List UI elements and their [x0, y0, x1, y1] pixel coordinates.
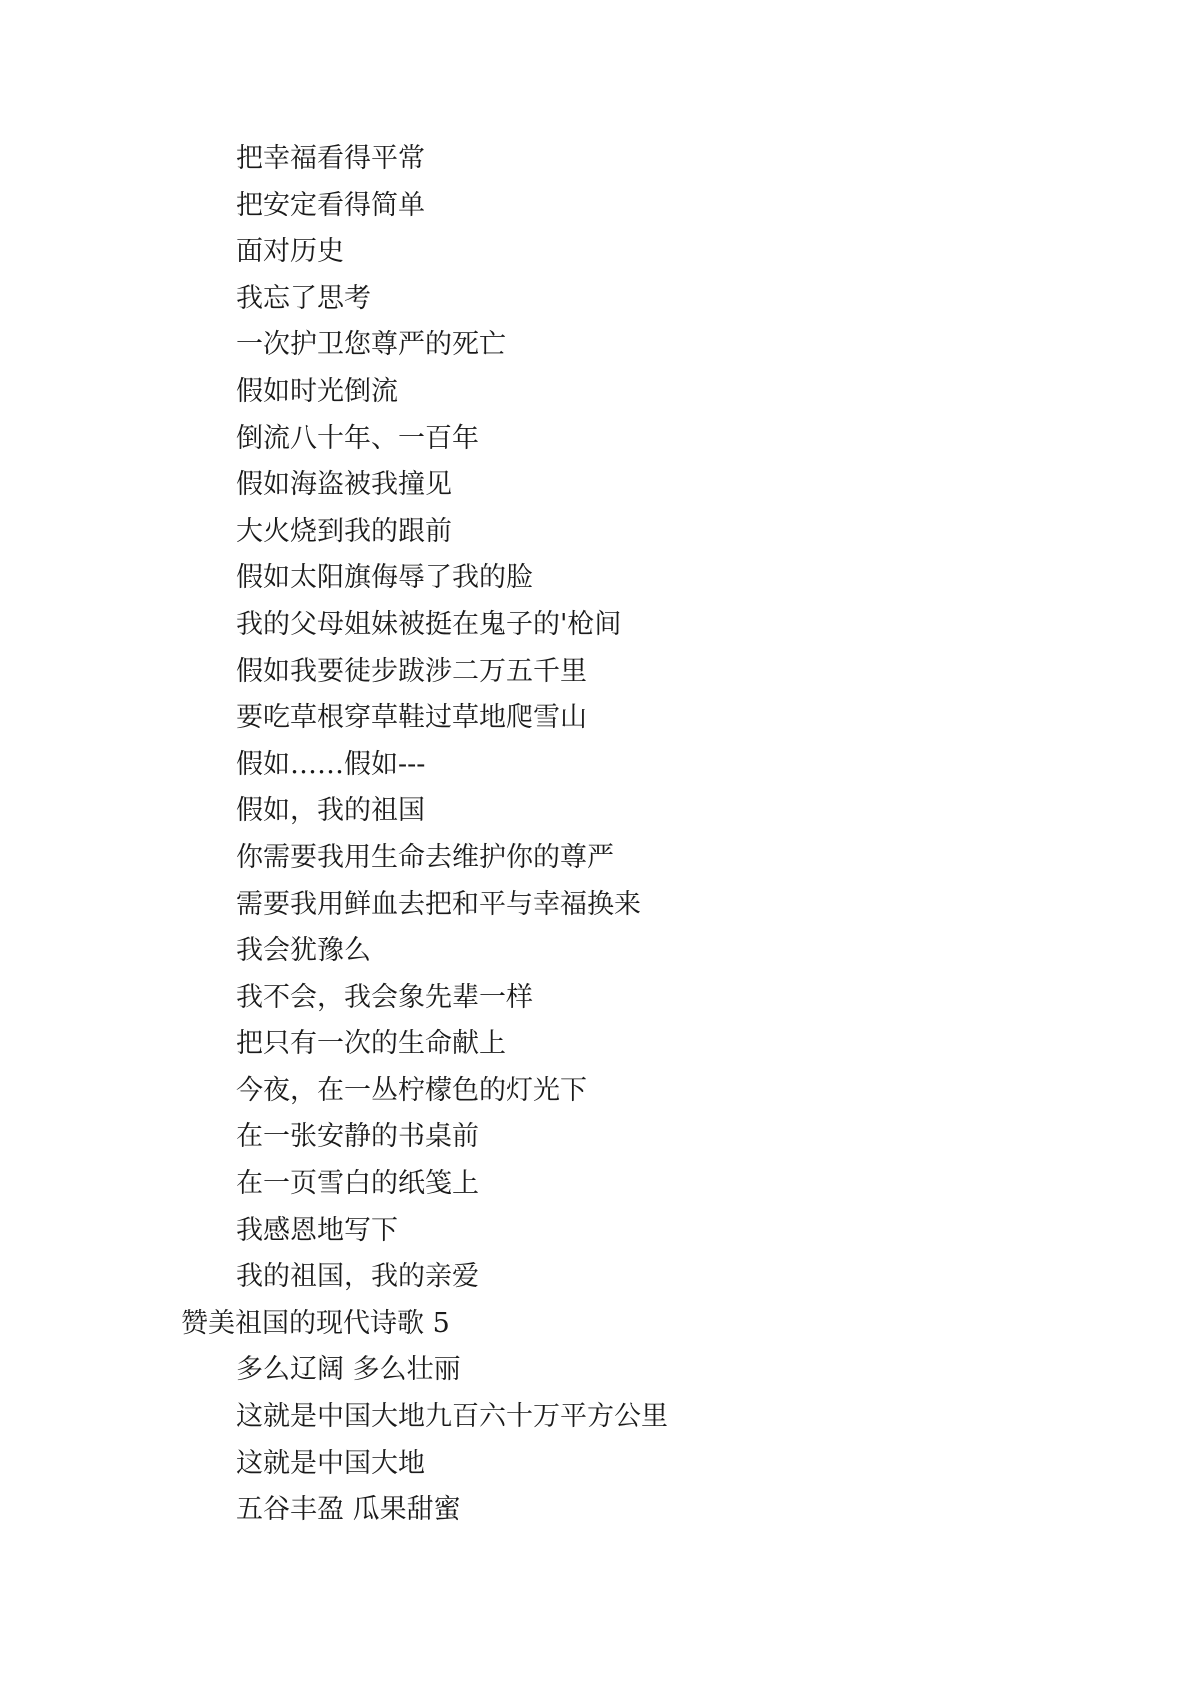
poem-line: 我的祖国，我的亲爱 — [236, 1261, 479, 1293]
poem-line: 我不会，我会象先辈一样 — [236, 981, 533, 1013]
poem-line: 把只有一次的生命献上 — [236, 1028, 506, 1060]
poem-line: 把幸福看得平常 — [236, 143, 425, 174]
poem-line: 在一页雪白的纸笺上 — [236, 1168, 479, 1200]
poem-line: 多么辽阔 多么壮丽 — [236, 1354, 461, 1386]
poem-line: 大火烧到我的跟前 — [236, 515, 452, 547]
poem-line: 在一张安静的书桌前 — [236, 1121, 479, 1153]
poem-line: 倒流八十年、一百年 — [236, 422, 479, 454]
poem-line: 假如时光倒流 — [236, 375, 398, 407]
poem-line: 今夜，在一丛柠檬色的灯光下 — [236, 1074, 587, 1106]
poem-line: 假如海盗被我撞见 — [236, 469, 452, 501]
poem-line: 假如太阳旗侮辱了我的脸 — [236, 562, 533, 594]
poem-line: 这就是中国大地 — [236, 1447, 425, 1479]
poem-line: 我会犹豫么 — [236, 935, 371, 967]
poem-line: 你需要我用生命去维护你的尊严 — [236, 841, 614, 873]
poem-line: 这就是中国大地九百六十万平方公里 — [236, 1401, 668, 1433]
poem-line: 五谷丰盈 瓜果甜蜜 — [236, 1494, 461, 1526]
poem-line: 假如……假如--- — [236, 748, 426, 780]
poem-line: 把安定看得简单 — [236, 189, 425, 221]
poem-line: 我感恩地写下 — [236, 1214, 398, 1246]
poem-line: 要吃草根穿草鞋过草地爬雪山 — [236, 702, 587, 734]
section-heading: 赞美祖国的现代诗歌 5 — [181, 1307, 450, 1339]
poem-line: 需要我用鲜血去把和平与幸福换来 — [236, 888, 641, 920]
poem-line: 假如我要徒步跋涉二万五千里 — [236, 655, 587, 687]
poem-text — [0, 136, 1191, 1534]
poem-line: 一次护卫您尊严的死亡 — [236, 329, 506, 361]
poem-line: 我的父母姐妹被挺在鬼子的'枪间 — [236, 608, 622, 640]
poem-line: 假如，我的祖国 — [236, 795, 425, 827]
poem-line: 面对历史 — [236, 236, 344, 268]
poem-line: 我忘了思考 — [236, 282, 371, 314]
